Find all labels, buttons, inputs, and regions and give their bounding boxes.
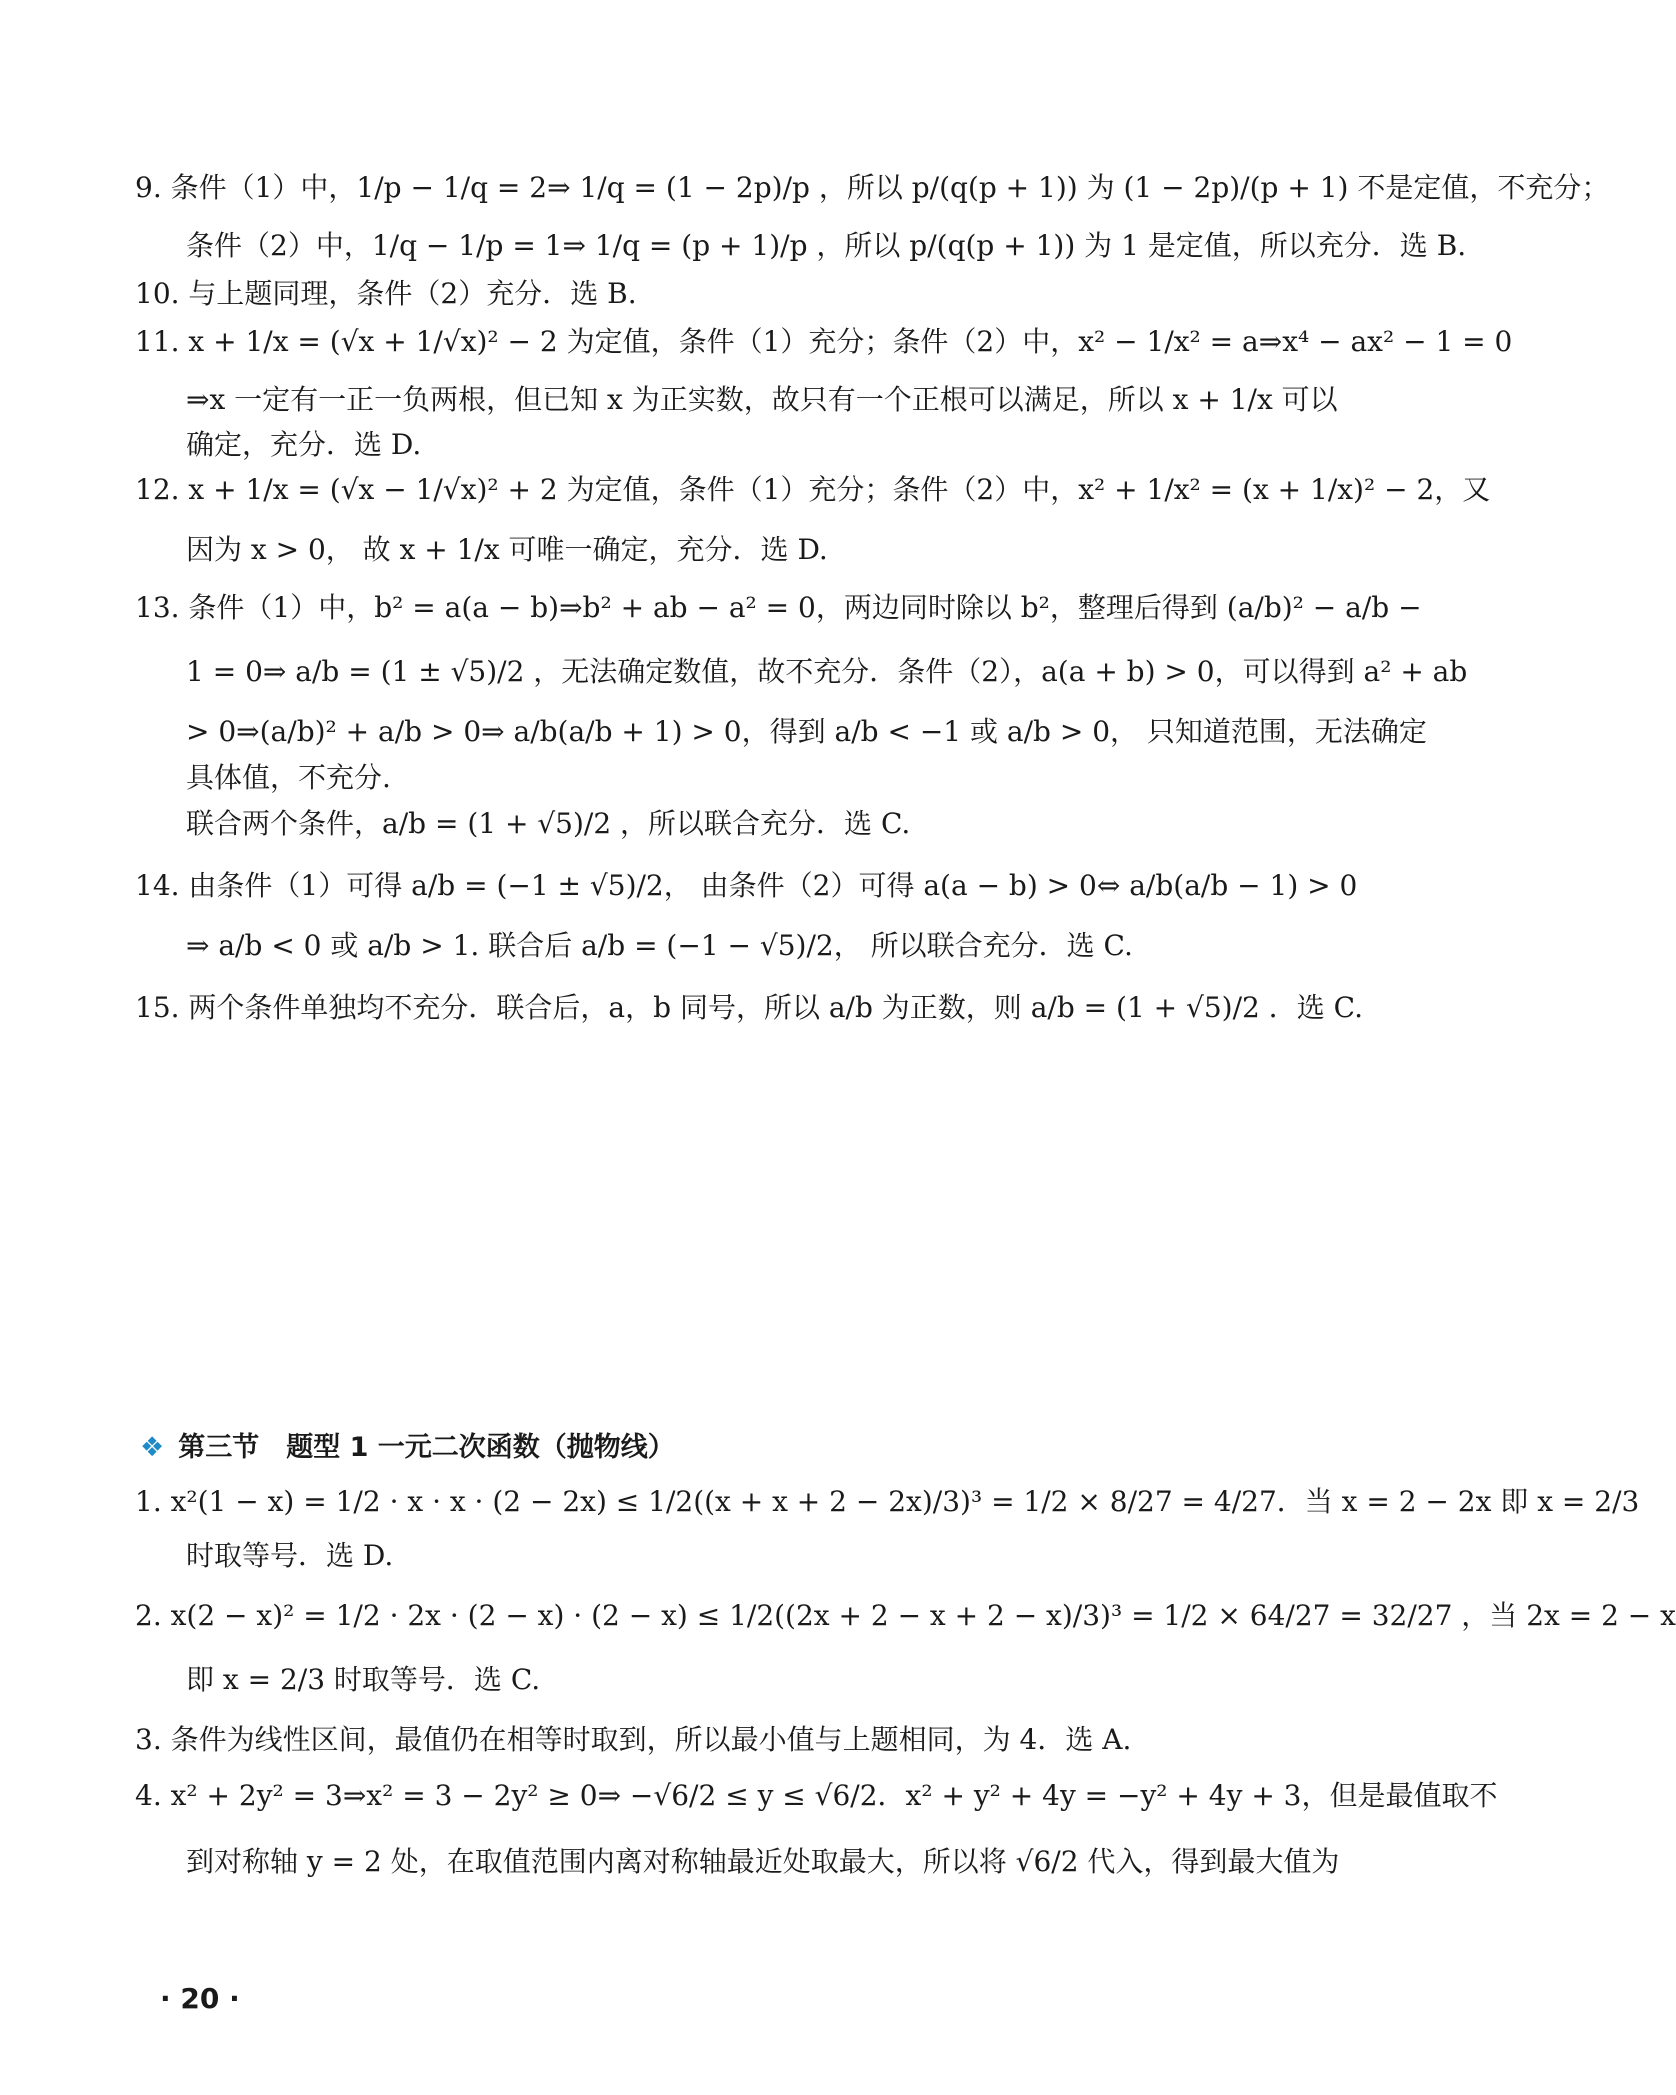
section-solution-3: 3. 条件为线性区间，最值仍在相等时取到，所以最小值与上题相同，为 4．选 A. xyxy=(135,1723,1132,1756)
section-solution-2-line-1: 2. x(2 − x)² = 1/2 · 2x · (2 − x) · (2 − x) ≤ 1/2((2x + 2 − x + 2 − x)/3)³ = 1/2 × 64/27 = 32/27 ，当 2x = 2 − x xyxy=(135,1599,1676,1632)
solution-13-line-5: 联合两个条件，a/b = (1 + √5)/2 ，所以联合充分．选 C. xyxy=(186,807,911,840)
solution-11-line-3: 确定，充分．选 D. xyxy=(186,428,422,461)
solution-14-line-1: 14. 由条件（1）可得 a/b = (−1 ± √5)/2， 由条件（2）可得 a(a − b) > 0⇔ a/b(a/b − 1) > 0 xyxy=(135,869,1358,902)
solution-13-line-3: > 0⇒(a/b)² + a/b > 0⇒ a/b(a/b + 1) > 0，得到 a/b < −1 或 a/b > 0， 只知道范围，无法确定 xyxy=(186,715,1427,748)
solution-12-line-1: 12. x + 1/x = (√x − 1/√x)² + 2 为定值，条件（1）充分；条件（2）中，x² + 1/x² = (x + 1/x)² − 2，又 xyxy=(135,473,1491,506)
solution-9-line-2: 条件（2）中，1/q − 1/p = 1⇒ 1/q = (p + 1)/p ，所以 p/(q(p + 1)) 为 1 是定值，所以充分．选 B. xyxy=(186,229,1467,262)
section-solution-1-line-1: 1. x²(1 − x) = 1/2 · x · x · (2 − 2x) ≤ 1/2((x + x + 2 − 2x)/3)³ = 1/2 × 8/27 = 4/27．当 x = 2 − 2x 即 x = 2/3 xyxy=(135,1485,1640,1518)
section-solution-4-line-2: 到对称轴 y = 2 处，在取值范围内离对称轴最近处取最大，所以将 √6/2 代入，得到最大值为 xyxy=(186,1845,1340,1878)
solution-11-line-1: 11. x + 1/x = (√x + 1/√x)² − 2 为定值，条件（1）充分；条件（2）中，x² − 1/x² = a⇒x⁴ − ax² − 1 = 0 xyxy=(135,325,1513,358)
solution-13-line-2: 1 = 0⇒ a/b = (1 ± √5)/2 ，无法确定数值，故不充分．条件（2），a(a + b) > 0，可以得到 a² + ab xyxy=(186,655,1468,688)
solution-10: 10. 与上题同理，条件（2）充分．选 B. xyxy=(135,277,637,310)
section-solution-1-line-2: 时取等号．选 D. xyxy=(186,1539,394,1572)
solution-9-line-1: 9. 条件（1）中，1/p − 1/q = 2⇒ 1/q = (1 − 2p)/p ，所以 p/(q(p + 1)) 为 (1 − 2p)/(p + 1) 不是定值，不充分； xyxy=(135,171,1610,204)
solution-13-line-1: 13. 条件（1）中，b² = a(a − b)⇒b² + ab − a² = 0，两边同时除以 b²，整理后得到 (a/b)² − a/b − xyxy=(135,591,1422,624)
solution-14-line-2: ⇒ a/b < 0 或 a/b > 1. 联合后 a/b = (−1 − √5)/2， 所以联合充分．选 C. xyxy=(186,929,1133,962)
section-solution-4-line-1: 4. x² + 2y² = 3⇒x² = 3 − 2y² ≥ 0⇒ −√6/2 ≤ y ≤ √6/2．x² + y² + 4y = −y² + 4y + 3，但是最值取不 xyxy=(135,1779,1498,1812)
solution-15: 15. 两个条件单独均不充分．联合后，a，b 同号，所以 a/b 为正数，则 a/b = (1 + √5)/2 ．选 C. xyxy=(135,991,1363,1024)
section-title: 第三节 题型 1 一元二次函数（抛物线） xyxy=(178,1432,675,1463)
solution-13-line-4: 具体值，不充分. xyxy=(186,761,391,794)
section-marker-icon: ❖ xyxy=(140,1432,165,1463)
section-solution-2-line-2: 即 x = 2/3 时取等号．选 C. xyxy=(186,1663,541,1696)
solution-11-line-2: ⇒x 一定有一正一负两根，但已知 x 为正实数，故只有一个正根可以满足，所以 x + 1/x 可以 xyxy=(186,383,1338,416)
page-number: · 20 · xyxy=(160,1982,240,2015)
section-heading xyxy=(140,1425,675,1464)
solution-12-line-2: 因为 x > 0， 故 x + 1/x 可唯一确定，充分．选 D. xyxy=(186,533,828,566)
